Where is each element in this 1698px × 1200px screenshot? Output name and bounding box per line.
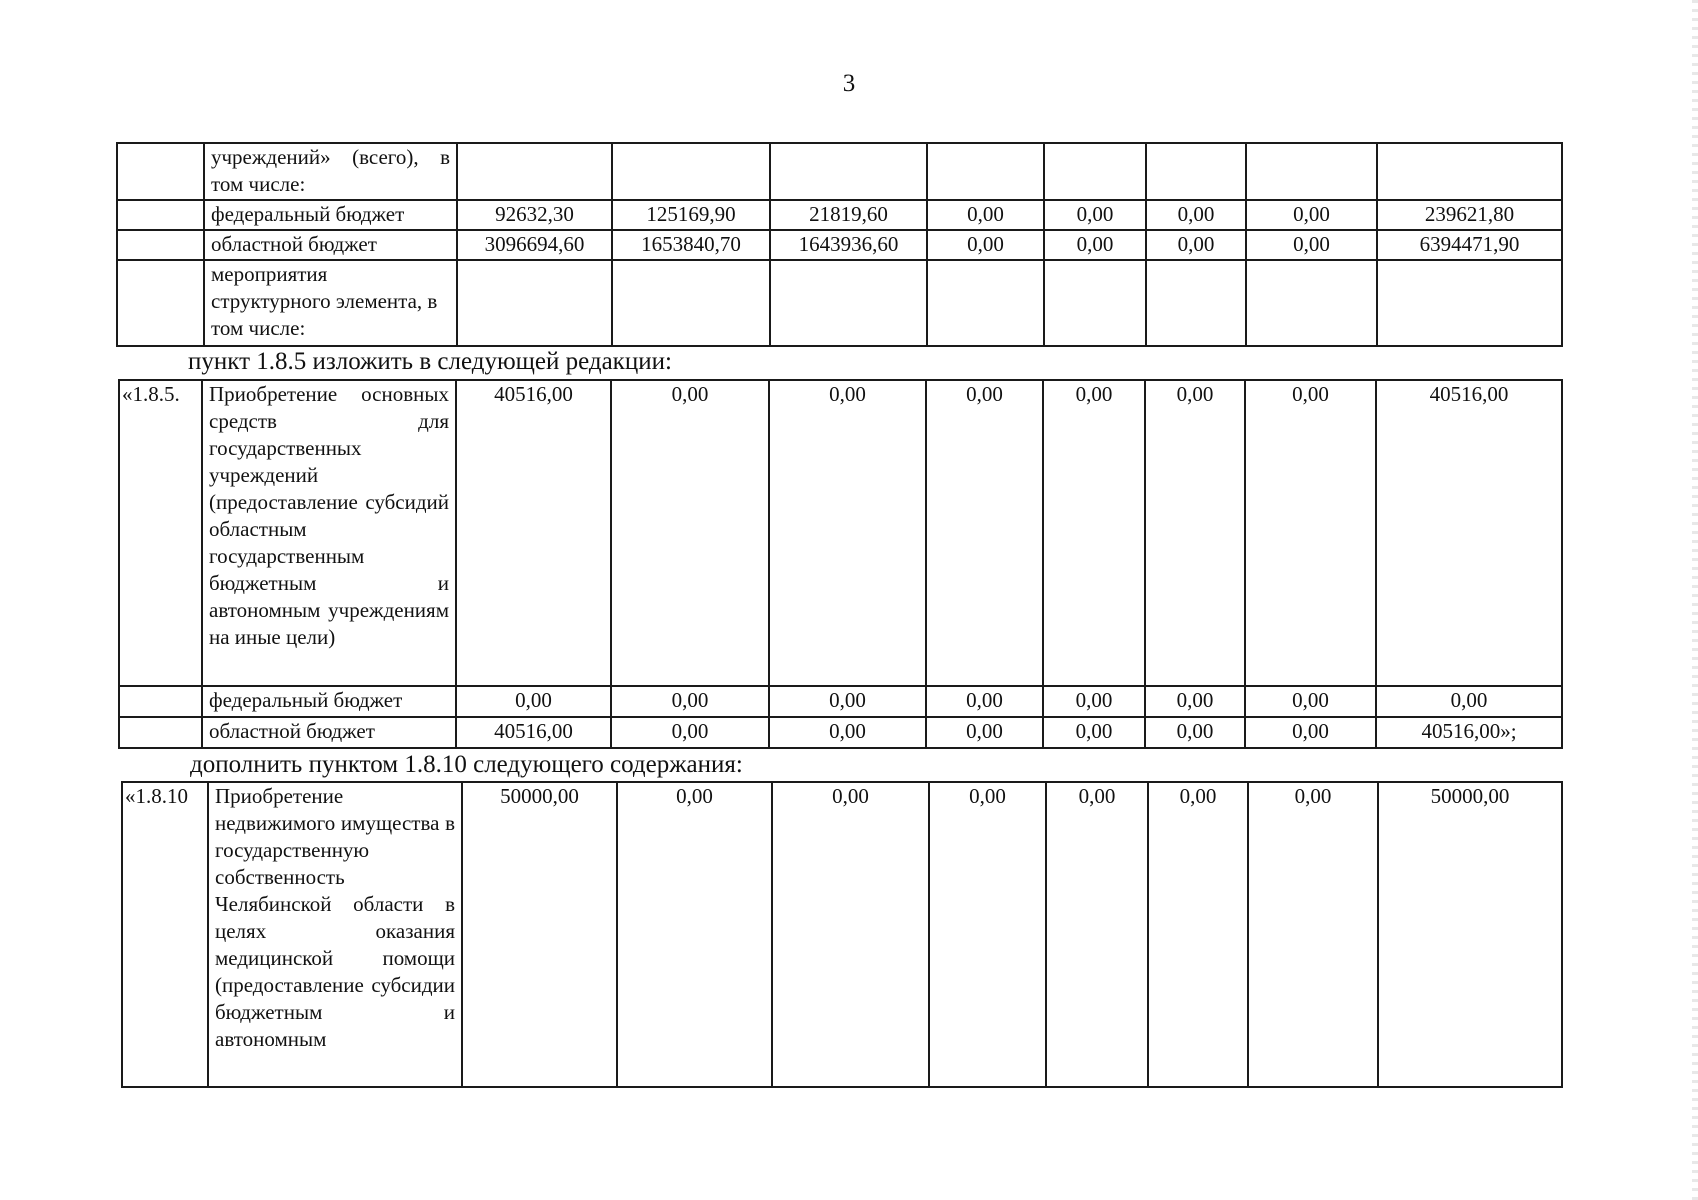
value-cell: 6394471,90 <box>1377 230 1562 260</box>
value-cell: 50000,00 <box>1378 782 1562 1087</box>
value-cell <box>1146 260 1246 346</box>
name-cell: областной бюджет <box>204 230 457 260</box>
value-cell: 50000,00 <box>462 782 617 1087</box>
value-cell: 0,00 <box>926 380 1043 686</box>
name-cell: мероприятия структурного элемента, в том числе: <box>204 260 457 346</box>
value-cell <box>1146 143 1246 200</box>
code-cell <box>117 200 204 230</box>
value-cell <box>770 143 927 200</box>
value-cell: 0,00 <box>617 782 772 1087</box>
value-cell <box>457 260 612 346</box>
table-row <box>119 717 1562 748</box>
value-cell <box>927 260 1044 346</box>
budget-table-1-8-10 <box>121 781 1563 1088</box>
budget-table-continued <box>116 142 1563 347</box>
value-cell: 40516,00 <box>456 717 611 748</box>
value-cell: 40516,00 <box>456 380 611 686</box>
value-cell: 0,00 <box>926 717 1043 748</box>
value-cell: 0,00 <box>926 686 1043 717</box>
name-cell: федеральный бюджет <box>202 686 456 717</box>
code-cell <box>117 230 204 260</box>
value-cell: 0,00 <box>1044 230 1146 260</box>
value-cell: 0,00 <box>1145 717 1245 748</box>
value-cell: 92632,30 <box>457 200 612 230</box>
value-cell: 0,00 <box>1245 380 1376 686</box>
value-cell: 0,00 <box>456 686 611 717</box>
page-number: 3 <box>842 70 856 97</box>
name-cell: учреждений» (всего), в том числе: <box>204 143 457 200</box>
value-cell: 0,00 <box>929 782 1046 1087</box>
value-cell <box>612 260 770 346</box>
value-cell <box>1044 143 1146 200</box>
code-cell: «1.8.10 <box>122 782 208 1087</box>
name-cell: федеральный бюджет <box>204 200 457 230</box>
value-cell: 0,00 <box>1043 717 1145 748</box>
value-cell: 0,00 <box>1145 380 1245 686</box>
budget-table-1-8-5 <box>118 379 1563 749</box>
value-cell <box>927 143 1044 200</box>
value-cell: 40516,00 <box>1376 380 1562 686</box>
value-cell: 0,00 <box>1148 782 1248 1087</box>
code-cell <box>117 260 204 346</box>
table-row <box>117 200 1562 230</box>
value-cell: 3096694,60 <box>457 230 612 260</box>
value-cell <box>1246 260 1377 346</box>
value-cell: 239621,80 <box>1377 200 1562 230</box>
name-cell: Приобретение недвижимого имущества в государственную собственность Челябинской области в целях оказания медицинской помощи (предоставление субсидии бюджетным и автономным <box>208 782 462 1087</box>
table-row <box>119 686 1562 717</box>
table-row <box>119 380 1562 686</box>
value-cell: 21819,60 <box>770 200 927 230</box>
table-row <box>117 230 1562 260</box>
code-cell <box>117 143 204 200</box>
value-cell: 0,00 <box>1146 230 1246 260</box>
value-cell: 0,00 <box>769 686 926 717</box>
value-cell: 1643936,60 <box>770 230 927 260</box>
code-cell: «1.8.5. <box>119 380 202 686</box>
table-row <box>117 260 1562 346</box>
code-cell <box>119 686 202 717</box>
name-cell: Приобретение основных средств для государственных учреждений (предоставление субсидий областным государственным бюджетным и автономным учреждениям на иные цели) <box>202 380 456 686</box>
value-cell: 0,00 <box>1245 717 1376 748</box>
scan-edge-marks <box>1692 0 1698 1200</box>
value-cell: 0,00 <box>611 717 769 748</box>
value-cell <box>612 143 770 200</box>
value-cell <box>457 143 612 200</box>
value-cell: 0,00 <box>1043 380 1145 686</box>
value-cell <box>1246 143 1377 200</box>
value-cell: 0,00 <box>1146 200 1246 230</box>
value-cell: 0,00 <box>927 230 1044 260</box>
value-cell <box>770 260 927 346</box>
value-cell: 0,00 <box>1246 200 1377 230</box>
table-row <box>122 782 1562 1087</box>
value-cell: 1653840,70 <box>612 230 770 260</box>
value-cell: 0,00 <box>611 380 769 686</box>
value-cell <box>1044 260 1146 346</box>
code-cell <box>119 717 202 748</box>
name-cell: областной бюджет <box>202 717 456 748</box>
value-cell: 0,00 <box>1043 686 1145 717</box>
value-cell: 0,00 <box>1248 782 1378 1087</box>
value-cell <box>1377 143 1562 200</box>
value-cell: 0,00 <box>611 686 769 717</box>
value-cell: 40516,00»; <box>1376 717 1562 748</box>
value-cell: 0,00 <box>927 200 1044 230</box>
value-cell: 0,00 <box>769 717 926 748</box>
table-row <box>117 143 1562 200</box>
amendment-note-1-8-5: пункт 1.8.5 изложить в следующей редакции: <box>188 348 672 375</box>
value-cell: 0,00 <box>1044 200 1146 230</box>
value-cell: 0,00 <box>1145 686 1245 717</box>
value-cell: 0,00 <box>1046 782 1148 1087</box>
value-cell <box>1377 260 1562 346</box>
value-cell: 125169,90 <box>612 200 770 230</box>
value-cell: 0,00 <box>1246 230 1377 260</box>
value-cell: 0,00 <box>769 380 926 686</box>
value-cell: 0,00 <box>1245 686 1376 717</box>
value-cell: 0,00 <box>1376 686 1562 717</box>
amendment-note-1-8-10: дополнить пунктом 1.8.10 следующего содержания: <box>190 751 743 778</box>
value-cell: 0,00 <box>772 782 929 1087</box>
